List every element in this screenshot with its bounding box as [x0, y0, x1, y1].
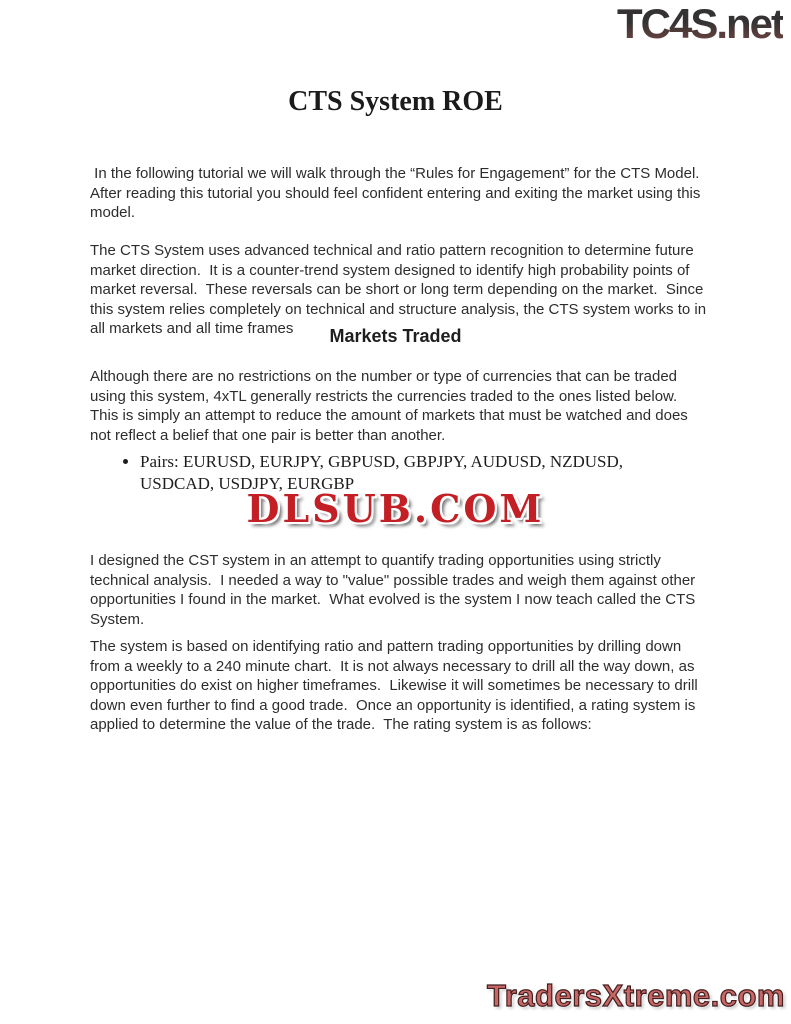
- system-design-paragraph: I designed the CST system in an attempt to quantify trading opportunities using strictly technical analysis. I needed a way to "value" possible trades and weigh them against other opportunities I found in the market. What evolved is the system I now teach called the CTS System.: [90, 552, 700, 628]
- dlsub-watermark-logo: DLSUB.COM: [246, 486, 545, 531]
- page-title: CTS System ROE: [288, 86, 503, 117]
- intro-paragraph: In the following tutorial we will walk through the “Rules for Engagement” for the CTS Model. After reading this tutorial you should feel confident entering and exiting the market using this model.: [90, 165, 705, 221]
- tradersxtreme-watermark-logo: TradersXtreme.com: [487, 978, 785, 1013]
- rating-system-paragraph: The system is based on identifying ratio and pattern trading opportunities by drilling down from a weekly to a 240 minute chart. It is not always necessary to drill all the way down, as opportunities do exist on higher timeframes. Likewise it will sometimes be necessary to drill down even further to find a good trade. Once an opportunity is identified, a rating system is applied to determine the value of the trade. The rating system is as follows:: [90, 638, 702, 733]
- tc4s-watermark-logo: TC4S.net: [616, 0, 783, 47]
- markets-traded-heading: Markets Traded: [329, 326, 462, 346]
- pairs-bullet-item: • Pairs: EURUSD, EURJPY, GBPUSD, GBPJPY, AUDUSD, NZDUSD, USDCAD, USDJPY, EURGBP: [140, 451, 680, 495]
- markets-restrictions-paragraph: Although there are no restrictions on the number or type of currencies that can be traded using this system, 4xTL generally restricts the currencies traded to the ones listed below. This is simply an attempt to reduce the amount of markets that must be watched and does not reflect a belief that one pair is better than another.: [90, 368, 692, 444]
- system-overview-paragraph: The CTS System uses advanced technical and ratio pattern recognition to determine future market direction. It is a counter-trend system designed to identify high probability points of market reversal. These reversals can be short or long term depending on the market. Since this system relies completely on technical and structure analysis, the CTS system works to in all markets and all time frames: [90, 242, 711, 337]
